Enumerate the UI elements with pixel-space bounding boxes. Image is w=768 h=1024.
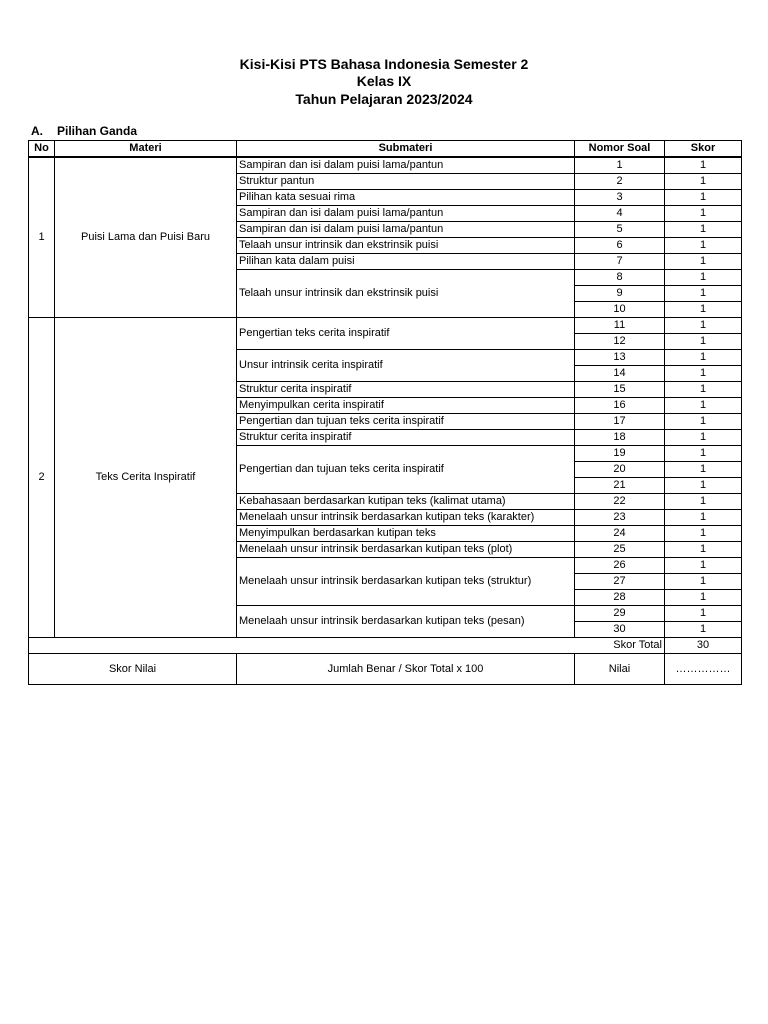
skor-cell: 1 [665,414,742,430]
skor-cell: 1 [665,157,742,174]
group-number: 2 [29,318,55,638]
skor-cell: 1 [665,174,742,190]
nomor-soal-cell: 18 [575,430,665,446]
nomor-soal-cell: 19 [575,446,665,462]
table-row [29,318,742,334]
nomor-soal-cell: 8 [575,270,665,286]
submateri-cell: Struktur pantun [237,174,575,190]
skor-cell: 1 [665,398,742,414]
submateri-cell: Struktur cerita inspiratif [237,430,575,446]
table-row [29,157,742,174]
section-title: Pilihan Ganda [57,124,138,138]
nomor-soal-cell: 23 [575,510,665,526]
submateri-cell: Kebahasaan berdasarkan kutipan teks (kalimat utama) [237,494,575,510]
column-header-no: No [29,141,55,158]
skor-total-value: 30 [665,638,742,654]
nomor-soal-cell: 24 [575,526,665,542]
skor-cell: 1 [665,558,742,574]
skor-cell: 1 [665,574,742,590]
submateri-cell: Menelaah unsur intrinsik berdasarkan kutipan teks (struktur) [237,558,575,606]
skor-total-spacer [29,638,575,654]
submateri-cell: Menelaah unsur intrinsik berdasarkan kutipan teks (plot) [237,542,575,558]
nomor-soal-cell: 9 [575,286,665,302]
skor-cell: 1 [665,206,742,222]
kisi-kisi-table [28,140,742,685]
skor-cell: 1 [665,446,742,462]
nomor-soal-cell: 16 [575,398,665,414]
skor-cell: 1 [665,478,742,494]
submateri-cell: Pengertian dan tujuan teks cerita inspiratif [237,446,575,494]
submateri-cell: Struktur cerita inspiratif [237,382,575,398]
skor-nilai-row [29,654,742,685]
submateri-cell: Pengertian teks cerita inspiratif [237,318,575,350]
column-header-submateri: Submateri [237,141,575,158]
nomor-soal-cell: 14 [575,366,665,382]
nomor-soal-cell: 17 [575,414,665,430]
skor-cell: 1 [665,238,742,254]
skor-cell: 1 [665,302,742,318]
skor-cell: 1 [665,366,742,382]
submateri-cell: Menyimpulkan cerita inspiratif [237,398,575,414]
submateri-cell: Telaah unsur intrinsik dan ekstrinsik puisi [237,238,575,254]
section-letter: A. [31,124,43,138]
nomor-soal-cell: 27 [575,574,665,590]
skor-cell: 1 [665,590,742,606]
nomor-soal-cell: 15 [575,382,665,398]
nilai-blank: …………… [665,654,742,685]
skor-cell: 1 [665,318,742,334]
nomor-soal-cell: 1 [575,157,665,174]
nomor-soal-cell: 29 [575,606,665,622]
skor-nilai-label: Skor Nilai [29,654,237,685]
skor-cell: 1 [665,622,742,638]
nomor-soal-cell: 3 [575,190,665,206]
group-materi: Teks Cerita Inspiratif [55,318,237,638]
group-materi: Puisi Lama dan Puisi Baru [55,157,237,318]
submateri-cell: Menelaah unsur intrinsik berdasarkan kutipan teks (pesan) [237,606,575,638]
nomor-soal-cell: 30 [575,622,665,638]
nomor-soal-cell: 13 [575,350,665,366]
submateri-cell: Unsur intrinsik cerita inspiratif [237,350,575,382]
nomor-soal-cell: 4 [575,206,665,222]
skor-cell: 1 [665,222,742,238]
submateri-cell: Telaah unsur intrinsik dan ekstrinsik puisi [237,270,575,318]
submateri-cell: Pilihan kata sesuai rima [237,190,575,206]
skor-cell: 1 [665,462,742,478]
skor-cell: 1 [665,494,742,510]
skor-cell: 1 [665,334,742,350]
skor-cell: 1 [665,526,742,542]
nomor-soal-cell: 26 [575,558,665,574]
nomor-soal-cell: 12 [575,334,665,350]
submateri-cell: Pengertian dan tujuan teks cerita inspiratif [237,414,575,430]
group-number: 1 [29,157,55,318]
nomor-soal-cell: 6 [575,238,665,254]
skor-cell: 1 [665,542,742,558]
document-year: Tahun Pelajaran 2023/2024 [295,91,473,107]
submateri-cell: Menelaah unsur intrinsik berdasarkan kutipan teks (karakter) [237,510,575,526]
skor-cell: 1 [665,286,742,302]
document-class: Kelas IX [356,73,412,89]
nomor-soal-cell: 28 [575,590,665,606]
nomor-soal-cell: 11 [575,318,665,334]
submateri-cell: Sampiran dan isi dalam puisi lama/pantun [237,222,575,238]
skor-cell: 1 [665,510,742,526]
skor-cell: 1 [665,382,742,398]
submateri-cell: Pilihan kata dalam puisi [237,254,575,270]
submateri-cell: Sampiran dan isi dalam puisi lama/pantun [237,206,575,222]
skor-cell: 1 [665,430,742,446]
nomor-soal-cell: 5 [575,222,665,238]
skor-nilai-formula: Jumlah Benar / Skor Total x 100 [237,654,575,685]
column-header-skor: Skor [665,141,742,158]
nomor-soal-cell: 21 [575,478,665,494]
nilai-label: Nilai [575,654,665,685]
skor-cell: 1 [665,190,742,206]
column-header-nomor-soal: Nomor Soal [575,141,665,158]
column-header-materi: Materi [55,141,237,158]
nomor-soal-cell: 7 [575,254,665,270]
skor-cell: 1 [665,350,742,366]
submateri-cell: Menyimpulkan berdasarkan kutipan teks [237,526,575,542]
skor-cell: 1 [665,270,742,286]
section-heading [31,124,137,138]
skor-total-label: Skor Total [575,638,665,654]
nomor-soal-cell: 22 [575,494,665,510]
table-header-row [29,141,742,158]
document-title: Kisi-Kisi PTS Bahasa Indonesia Semester 2 [239,56,529,72]
nomor-soal-cell: 25 [575,542,665,558]
nomor-soal-cell: 2 [575,174,665,190]
skor-cell: 1 [665,254,742,270]
nomor-soal-cell: 20 [575,462,665,478]
skor-cell: 1 [665,606,742,622]
skor-total-row [29,638,742,654]
nomor-soal-cell: 10 [575,302,665,318]
submateri-cell: Sampiran dan isi dalam puisi lama/pantun [237,157,575,174]
